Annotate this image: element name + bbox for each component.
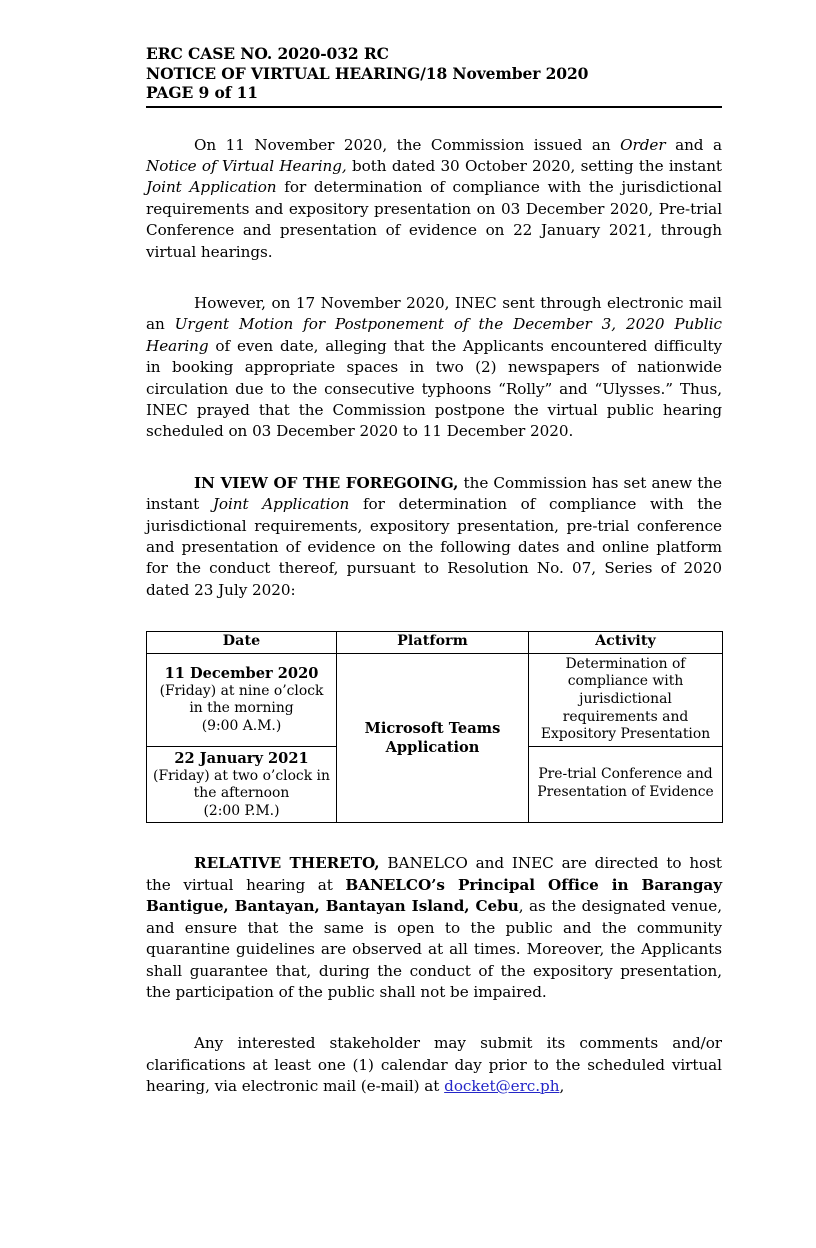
p4-text-1: BANELCO and INEC are directed to host the virtual hearing at (146, 854, 722, 894)
date-row1-bold: 11 December 2020 (164, 664, 319, 682)
cell-activity-row2 (529, 746, 723, 823)
paragraph-order-issued (146, 135, 722, 263)
platform-line1: Microsoft Teams (364, 720, 501, 738)
spacer (146, 823, 722, 853)
activity-row1-line5: Expository Presentation (540, 726, 711, 743)
activity-row1-line2: compliance with (567, 673, 684, 690)
cell-date-row2 (147, 746, 337, 823)
p3-text-2: for determination of compliance with the jurisdictional requirements, expository presentation, pre-trial conference and presentation of evidence on the following dates and online platform for the conduct thereof, pursuant to Resolution No. 07, Series of 2020 dated 23 July 2020: (146, 495, 722, 599)
cell-platform-merged (337, 653, 529, 823)
date-row2-bold: 22 January 2021 (174, 749, 309, 767)
p3-text-1: the Commission has set anew the instant (146, 473, 722, 514)
column-header-date: Date (147, 632, 337, 654)
paragraph-urgent-motion (146, 293, 722, 443)
activity-row1-line4: requirements and (562, 708, 689, 725)
paragraph-in-view-of-foregoing (146, 473, 722, 601)
cell-activity-row1 (529, 653, 723, 746)
p4-bold-venue: BANELCO’s Principal Office in Barangay Bantigue, Bantayan, Bantayan Island, Cebu (146, 875, 722, 916)
hearing-schedule-table (146, 631, 723, 823)
p2-text-2: of even date, alleging that the Applicants encountered difficulty in booking appropriate spaces in two (2) newspapers of nationwide circulation due to the consecutive typhoons “Rolly” and “Ulysses.” Thus, INEC prayed that the Commission postpone the virtual public hearing scheduled on 03 December 2020 to 11 December 2020. (146, 336, 722, 441)
p1-italic-notice: Notice of Virtual Hearing, (146, 156, 347, 175)
header-page-number: PAGE 9 of 11 (146, 83, 258, 102)
document-header (146, 44, 722, 103)
date-row2-line1: (Friday) at two o’clock in (153, 767, 330, 784)
spacer (146, 1003, 722, 1033)
p1-text-3: both dated 30 October 2020, setting the instant (346, 156, 722, 175)
spacer (146, 601, 722, 631)
header-notice-title: NOTICE OF VIRTUAL HEARING/18 November 2020 (146, 63, 589, 83)
p2-italic-motion-title: Urgent Motion for Postponement of the December 3, 2020 Public Hearing (146, 315, 722, 355)
activity-row2-line2: Presentation of Evidence (537, 783, 714, 800)
column-header-activity: Activity (529, 632, 723, 654)
header-case-number: ERC CASE NO. 2020-032 RC (146, 44, 389, 63)
p2-text-1: However, on 17 November 2020, INEC sent through electronic mail an (146, 293, 722, 334)
p4-text-2: , as the designated venue, and ensure that the same is open to the public and the community quarantine guidelines are observed at all times. Moreover, the Applicants shall guarantee that, during the conduct of the expository presentation, the participation of the public shall not be impaired. (146, 897, 722, 1001)
email-link-docket[interactable]: docket@erc.ph (444, 1077, 560, 1096)
p1-italic-joint-application: Joint Application (146, 178, 277, 197)
activity-row1-line1: Determination of (565, 655, 686, 672)
cell-date-row1 (147, 653, 337, 746)
paragraph-stakeholder-comments (146, 1033, 722, 1097)
p1-italic-order: Order (620, 135, 666, 154)
date-row1-line2: in the morning (189, 700, 294, 717)
date-row2-line2: the afternoon (193, 785, 290, 802)
activity-row2-line1: Pre-trial Conference and (538, 765, 713, 782)
p1-text-4: for determination of compliance with the jurisdictional requirements and expository presentation on 03 December 2020, Pre-trial Conference and presentation of evidence on 22 January 2021, through virtual hearings. (146, 178, 722, 261)
p5-text-2: , (559, 1077, 565, 1096)
column-header-platform: Platform (337, 632, 529, 654)
p4-bold-lead: RELATIVE THERETO, (194, 854, 380, 873)
table-header-row (147, 632, 723, 654)
date-row1-line1: (Friday) at nine o’clock (159, 682, 324, 699)
date-row1-line3: (9:00 A.M.) (201, 718, 282, 734)
schedule-table-wrapper (146, 631, 722, 823)
p1-text-1: On 11 November 2020, the Commission issued an (194, 135, 621, 154)
p3-italic-joint-application: Joint Application (212, 495, 350, 514)
spacer (146, 108, 722, 135)
table-row (147, 653, 723, 746)
p5-text-1: Any interested stakeholder may submit its comments and/or clarifications at least one (1) calendar day prior to the scheduled virtual hearing, via electronic mail (e-mail) at (146, 1034, 722, 1096)
spacer (146, 263, 722, 293)
activity-row1-line3: jurisdictional (579, 690, 672, 707)
paragraph-relative-thereto (146, 853, 722, 1003)
document-page (146, 44, 722, 1098)
platform-line2: Application (385, 739, 480, 757)
spacer (146, 443, 722, 473)
p1-text-2: and a (665, 135, 722, 154)
p3-bold-lead: IN VIEW OF THE FOREGOING, (194, 473, 459, 492)
date-row2-line3: (2:00 P.M.) (203, 802, 280, 819)
